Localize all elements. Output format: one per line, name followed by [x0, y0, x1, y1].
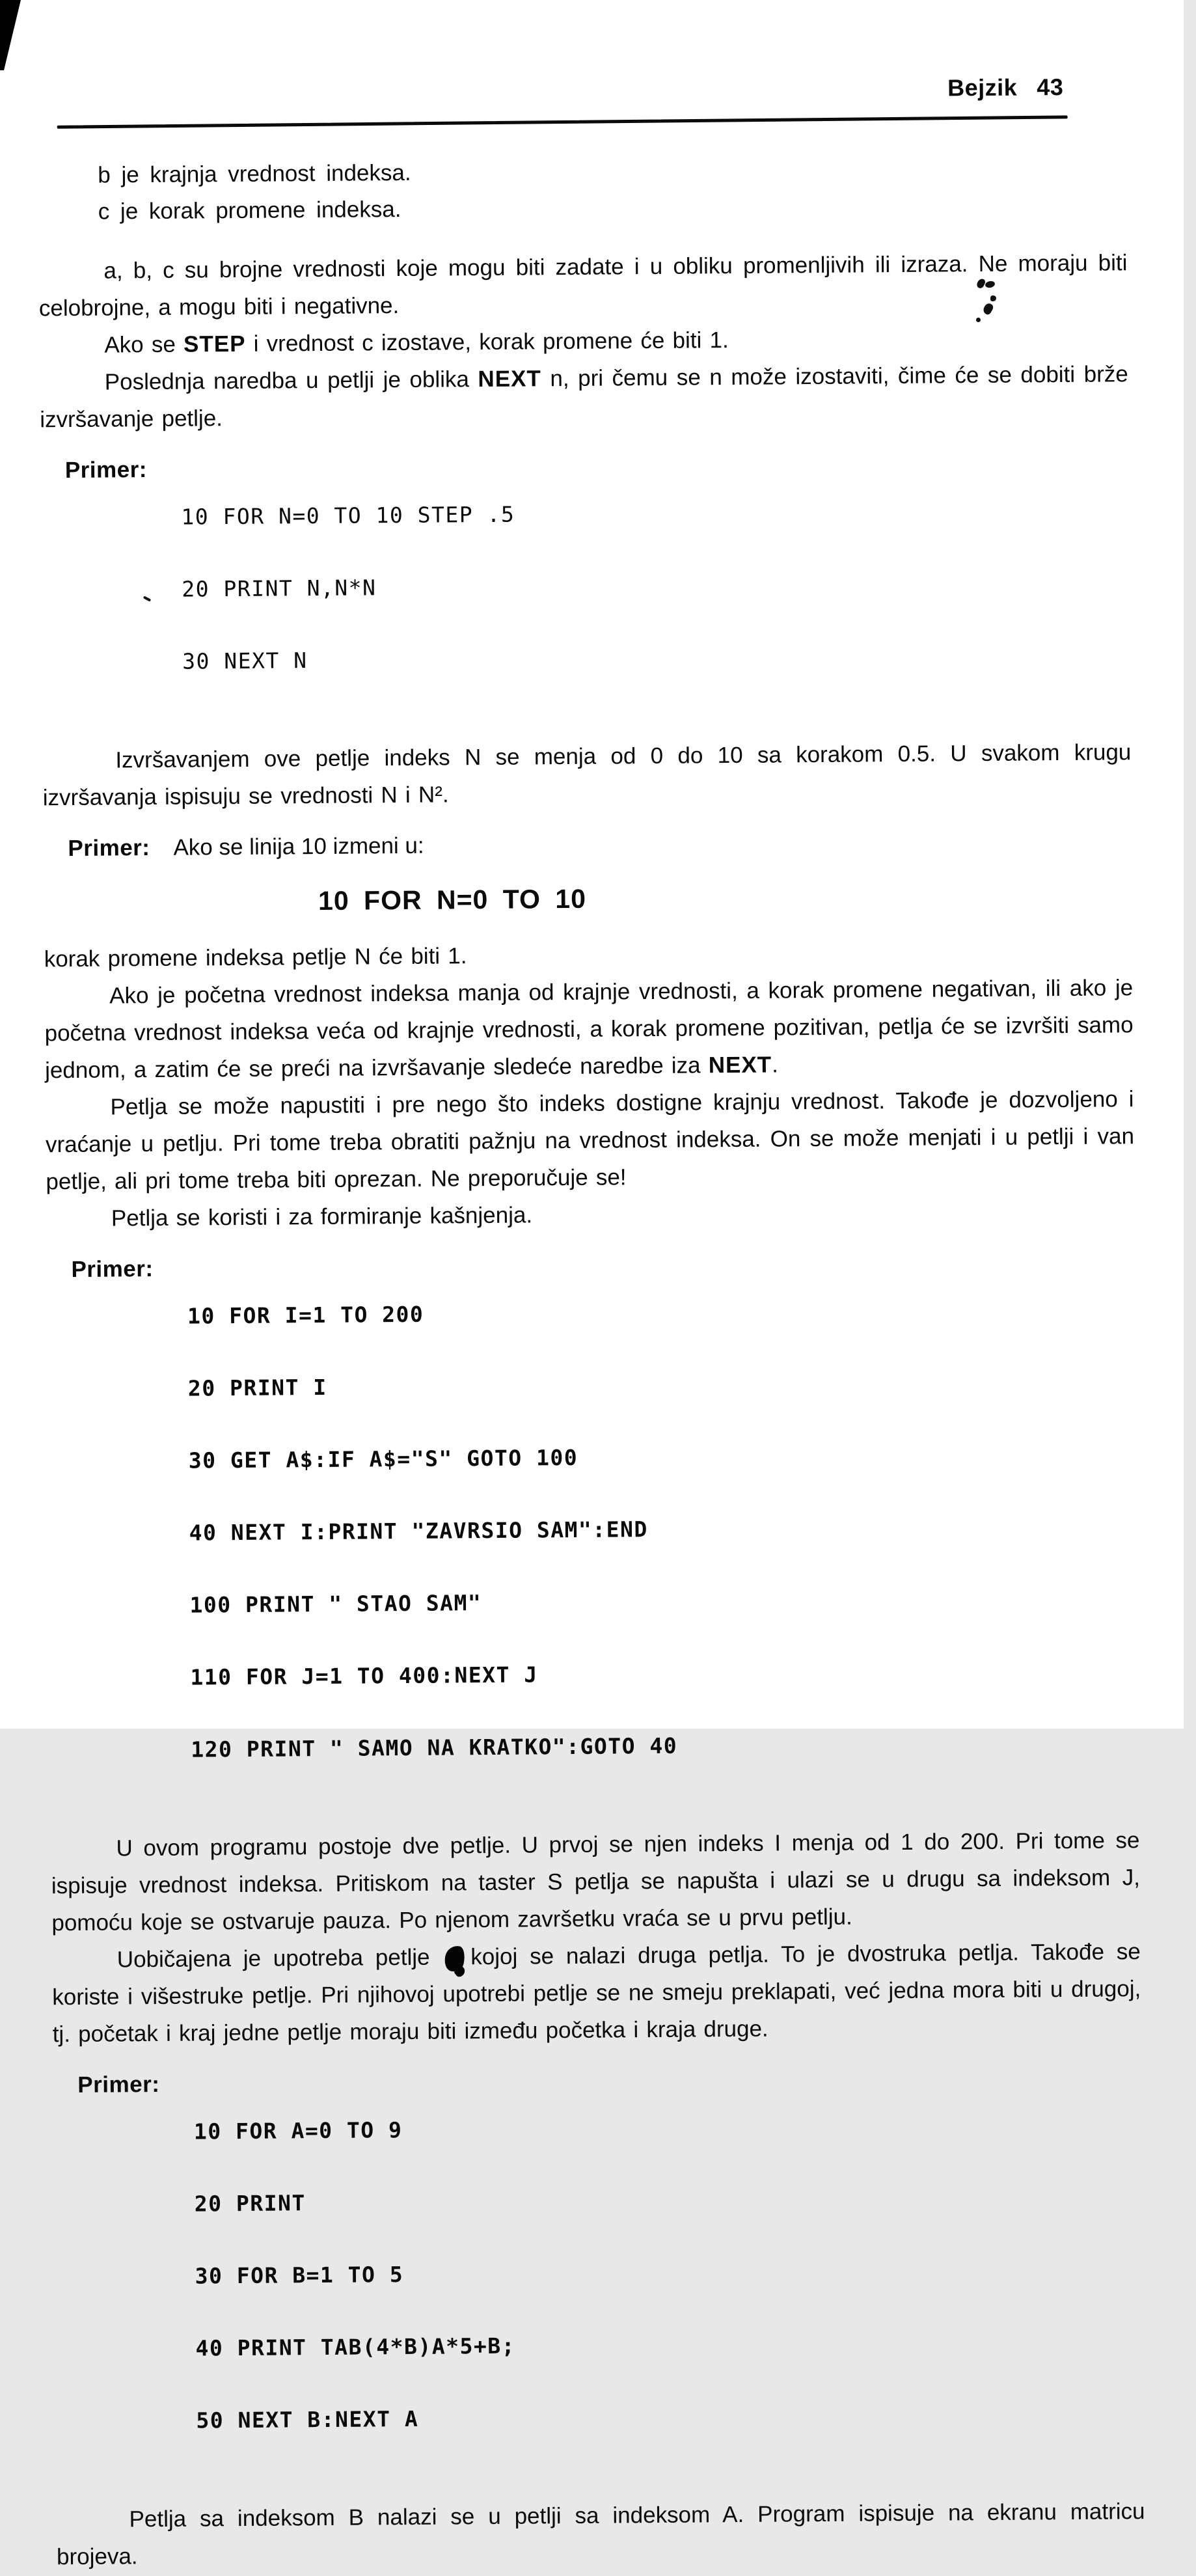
paragraph-korak: korak promene indeksa petlje N će biti 1. [44, 943, 467, 972]
code-example-step-loop [40, 449, 1131, 722]
definition-line-b: b je krajnja vrednost indeksa. [98, 159, 411, 188]
text-segment: Ako se [104, 331, 184, 358]
primer-label: Primer: [64, 457, 148, 484]
paragraph-izvrsavanje: Izvršavanjem ove petlje indeks N se menja od 0 do 10 sa korakom 0.5. U svakom krugu izvršavanja ispisuju se vrednosti N i N². [42, 739, 1132, 811]
code-line: 10 FOR N=0 TO 10 STEP .5 [181, 501, 515, 530]
text-segment: kojoj se nalazi druga petlja. To je dvostruka petlja. Takođe se koriste i višestruke petlje. Pri njihovoj upotrebi petlje se ne smeju preklapati, već jedna mora biti u drugoj, tj. početak i kraj jedne petlje moraju biti između početka i kraja druge. [52, 1939, 1141, 2048]
basic-code-block [193, 2069, 516, 2481]
text-segment: Uobičajena je upotreba petlje [116, 1944, 442, 1973]
code-line: 50 NEXT B:NEXT A [196, 2405, 419, 2433]
basic-code-block [187, 1252, 678, 1810]
code-example-double-loop [46, 1248, 1139, 1811]
code-line: 110 FOR J=1 TO 400:NEXT J [190, 1662, 538, 1690]
book-title: Bejzik [947, 74, 1018, 102]
keyword-next: NEXT [708, 1052, 772, 1078]
text-segment: Poslednja naredba u petlji je oblika [104, 366, 478, 395]
basic-code-block [181, 454, 517, 722]
code-line: 30 NEXT N [182, 648, 308, 674]
primer-label: Primer: [68, 835, 150, 862]
ink-blot-artifact [442, 1944, 467, 1973]
code-line: 30 FOR B=1 TO 5 [195, 2262, 404, 2289]
page-number: 43 [1037, 73, 1064, 101]
definition-line-c: c je korak promene indeksa. [98, 196, 401, 225]
text-segment: n, pri čemu se n može izostaviti, čime će se dobiti brže izvršavanje petlje. [40, 361, 1128, 433]
keyword-step: STEP [183, 331, 246, 357]
paragraph-kasnjenje: Petlja se koristi i za formiranje kašnjenja. [111, 1202, 533, 1231]
code-heading-line: 10 FOR N=0 TO 10 [318, 883, 587, 916]
primer-label: Primer: [71, 1256, 154, 1283]
definitions-block [98, 149, 1127, 230]
text-segment: . [771, 1052, 779, 1078]
keyword-next: NEXT [478, 366, 541, 392]
paragraph-zavrsni: Petlja sa indeksom B nalazi se u petlji sa indeksom A. Program ispisuje na ekranu matricu brojeva. [56, 2499, 1145, 2570]
paragraph-uobicajena [52, 1933, 1141, 2053]
code-line: 20 PRINT N,N*N [182, 575, 377, 602]
inline-example [43, 827, 1132, 862]
code-line: 10 FOR I=1 TO 200 [187, 1301, 424, 1329]
code-example-nested-loop [53, 2064, 1145, 2482]
code-line: 100 PRINT " STAO SAM" [189, 1590, 482, 1618]
code-line: 30 GET A$:IF A$="S" GOTO 100 [188, 1444, 578, 1473]
paragraph-abc: a, b, c su brojne vrednosti koje mogu biti zadate i u obliku promenljivih ili izraza. Ne moraju biti celobrojne, a mogu biti i negativne. [38, 250, 1128, 322]
text-segment: i vrednost c izostave, korak promene će biti 1. [245, 327, 729, 357]
code-line: 20 PRINT I [187, 1374, 327, 1401]
page-header [37, 73, 1126, 109]
code-line: 120 PRINT " SAMO NA KRATKO":GOTO 40 [191, 1733, 678, 1762]
paragraph-dve-petlje: U ovom programu postoje dve petlje. U prvoj se njen indeks I menja od 1 do 200. Pri tome se ispisuje vrednost indeksa. Pritiskom na taster S petlja se napušta i ulazi se u drugu sa indeksom J, pomoću koje se ostvaruje pauza. Po njenom završetku vraća se u prvu petlju. [51, 1828, 1141, 1936]
text-segment: Ako je početna vrednost indeksa manja od krajnje vrednosti, a korak promene negativan, ili ako je početna vrednost indeksa veća od krajnje vrednosti, a korak promene pozitivan, petlja će se izvršiti samo jednom, a zatim će se preći na izvršavanje sledeće naredbe iza [44, 975, 1134, 1084]
paragraph-ako-je [44, 969, 1134, 1089]
code-line: 40 PRINT TAB(4*B)A*5+B; [195, 2333, 516, 2361]
paragraph-napustanje: Petlja se može napustiti i pre nego što indeks dostigne krajnju vrednost. Takođe je dozvoljeno i vraćanje u petlju. Pri tome treba obratiti pažnju na vrednost indeksa. On se može menjati i u petlji i van petlje, ali pri tome treba biti oprezan. Ne preporučuje se! [45, 1086, 1135, 1195]
code-line: 20 PRINT [194, 2190, 306, 2217]
primer-label: Primer: [77, 2071, 160, 2098]
code-line: 40 NEXT I:PRINT "ZAVRSIO SAM":END [189, 1516, 648, 1546]
code-line: 10 FOR A=0 TO 9 [193, 2117, 403, 2144]
header-rule [57, 115, 1068, 128]
paragraph-next [40, 355, 1129, 438]
inline-example-text: Ako se linija 10 izmeni u: [173, 832, 424, 860]
